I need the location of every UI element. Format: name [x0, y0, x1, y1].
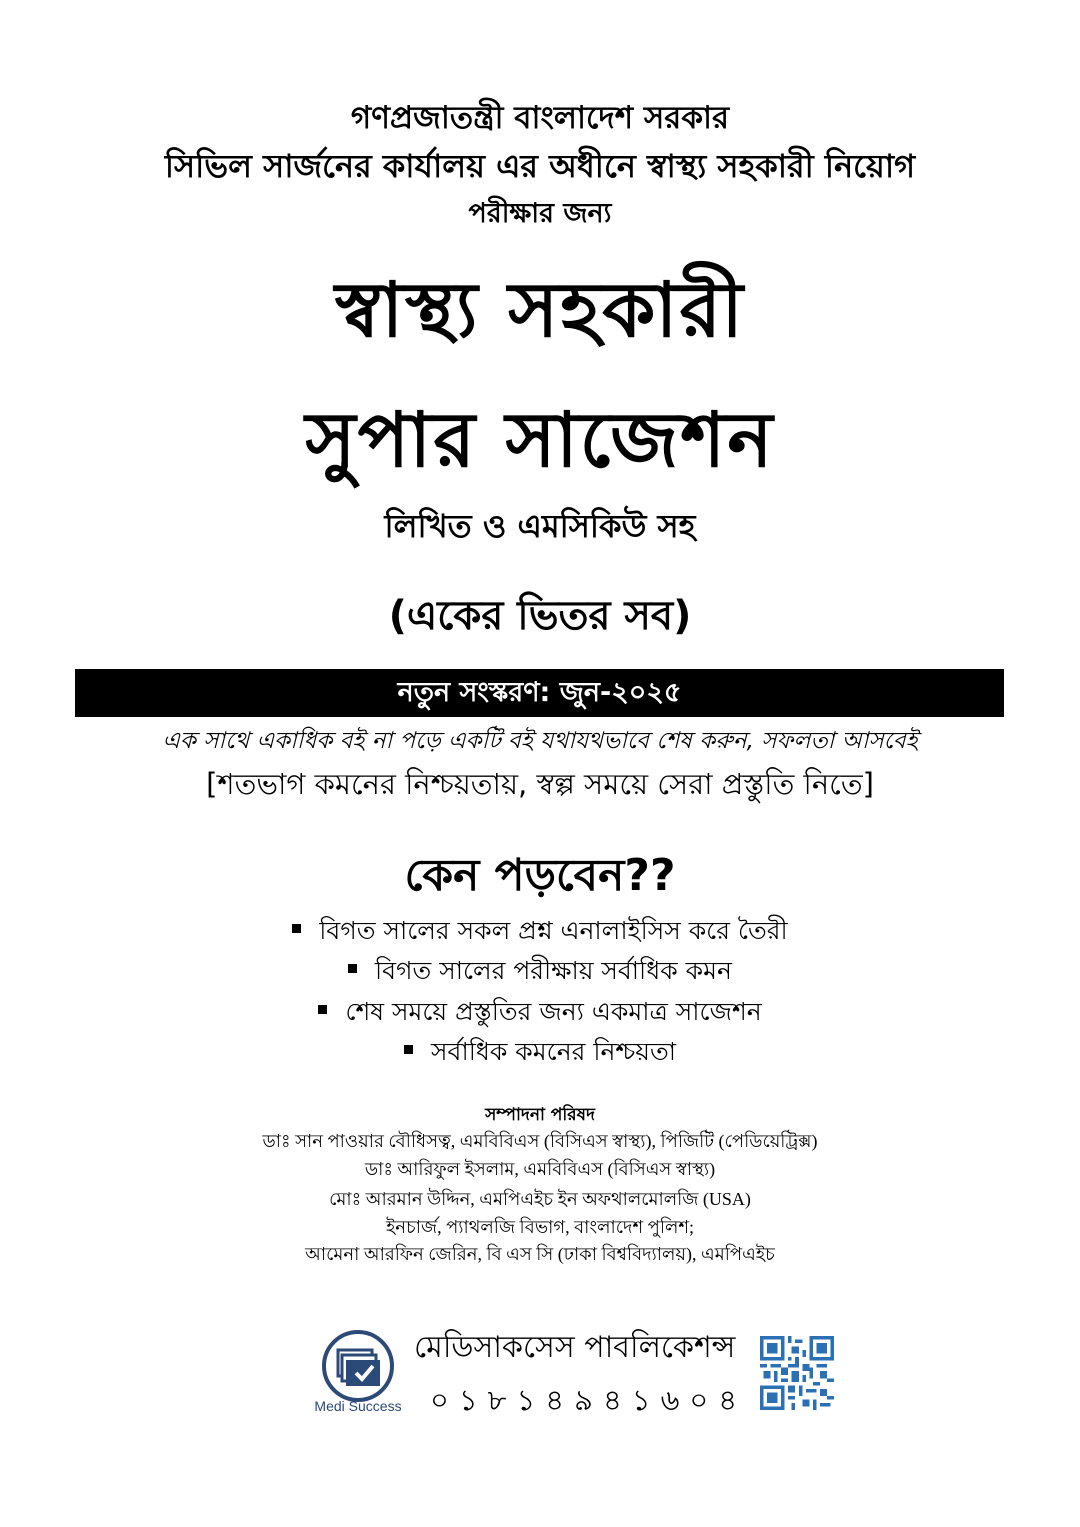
header-line-3: পরীক্ষার জন্য	[468, 198, 612, 229]
header-line-1: গণপ্রজাতন্ত্রী বাংলাদেশ সরকার	[350, 100, 730, 136]
editor-line: ডাঃ আরিফুল ইসলাম, এমবিবিএস (বিসিএস স্বাস্থ্য)	[364, 1159, 716, 1179]
list-item	[0, 913, 1080, 949]
bullet-text: সর্বাধিক কমনের নিশ্চয়তা	[431, 1037, 676, 1066]
bullet-text: বিগত সালের পরীক্ষায় সর্বাধিক কমন	[375, 956, 732, 985]
square-bullet-icon	[292, 924, 301, 933]
logo-text: Medi Success	[314, 1398, 402, 1414]
edition-banner: নতুন সংস্করণ: জুন-২০২৫	[75, 669, 1004, 717]
book-title-line-1: স্বাস্থ্য সহকারী	[335, 265, 745, 354]
editorial-board-heading: সম্পাদনা পরিষদ	[485, 1105, 595, 1125]
tagline: (একের ভিতর সব)	[388, 593, 692, 639]
square-bullet-icon	[318, 1005, 327, 1014]
bullet-text: শেষ সময়ে প্রস্তুতির জন্য একমাত্র সাজেশন	[345, 997, 762, 1026]
list-item	[0, 953, 1080, 989]
editor-line: ডাঃ সান পাওয়ার বৌধিসত্ব, এমবিবিএস (বিসিএস স্বাস্থ্য), পিজিটি (পেডিয়েট্রিক্স)	[262, 1131, 818, 1151]
editor-line: আমেনা আরফিন জেরিন, বি এস সি (ঢাকা বিশ্ববিদ্যালয়), এমপিএইচ	[305, 1244, 775, 1264]
editor-line: মোঃ আরমান উদ্দিন, এমপিএইচ ইন অফথালমোলজি (USA)	[329, 1189, 751, 1209]
publisher-phone: ০১৮১৪৯৪১৬০৪	[430, 1383, 748, 1417]
header-line-2: সিভিল সার্জনের কার্যালয় এর অধীনে স্বাস্থ্য সহকারী নিয়োগ	[164, 147, 916, 185]
advice-text: এক সাথে একাধিক বই না পড়ে একটি বই যথাযথভাবে শেষ করুন, সফলতা আসবেই	[162, 728, 918, 754]
square-bullet-icon	[348, 964, 357, 973]
list-item	[0, 994, 1080, 1030]
bullet-text: বিগত সালের সকল প্রশ্ন এনালাইসিস করে তৈরী	[319, 916, 788, 945]
publisher-name: মেডিসাকসেস পাবলিকেশন্স	[414, 1330, 736, 1365]
square-bullet-icon	[404, 1045, 413, 1054]
qr-code-icon	[760, 1336, 834, 1410]
why-read-heading: কেন পড়বেন??	[404, 850, 676, 901]
subtitle: লিখিত ও এমসিকিউ সহ	[384, 507, 696, 545]
slogan-text: [শতভাগ কমনের নিশ্চয়তায়, স্বল্প সময়ে সেরা প্রস্তুতি নিতে]	[206, 767, 874, 801]
book-title-line-2: সুপার সাজেশন	[305, 395, 775, 484]
editor-line: ইনচার্জ, প্যাথলজি বিভাগ, বাংলাদেশ পুলিশ;	[385, 1217, 695, 1237]
list-item	[0, 1034, 1080, 1070]
